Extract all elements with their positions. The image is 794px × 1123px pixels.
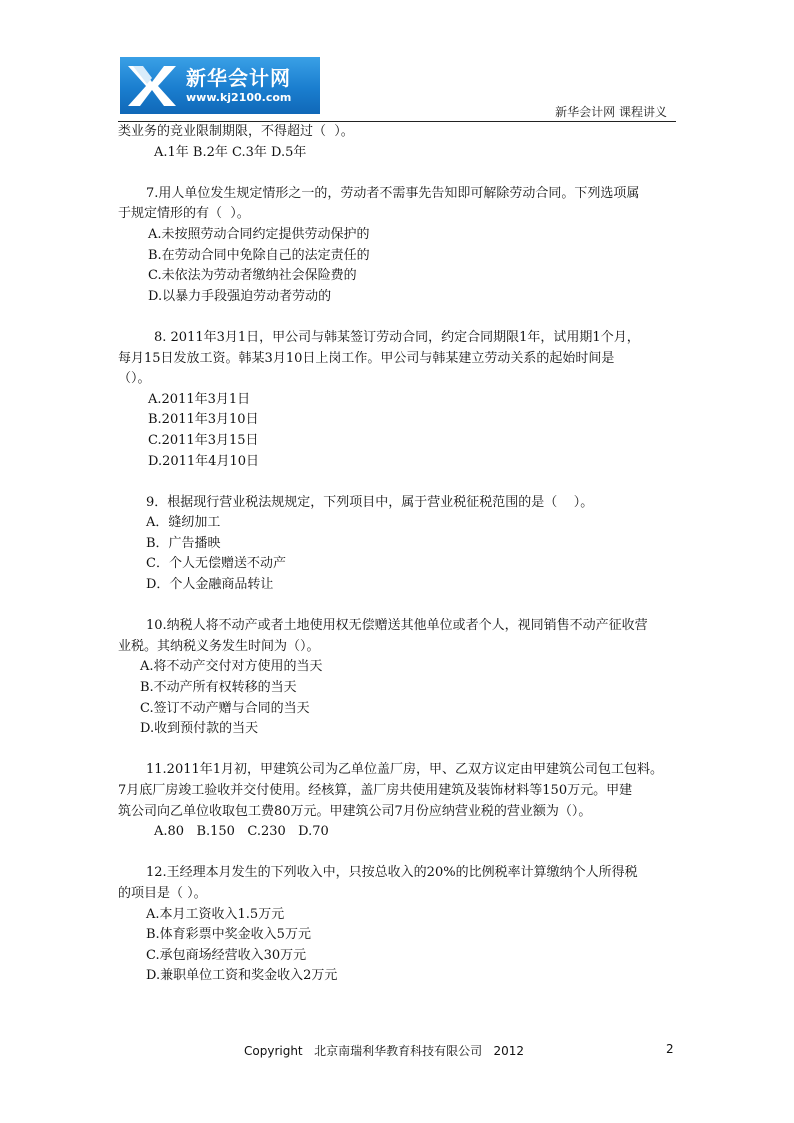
text-line: D.以暴力手段强迫劳动者劳动的 (148, 288, 332, 304)
text-line: 11.2011年1月初，甲建筑公司为乙单位盖厂房，甲、乙双方议定由甲建筑公司包工包料。 (146, 762, 664, 778)
text-line: 筑公司向乙单位收取包工费80万元。甲建筑公司7月份应纳营业税的营业额为（）。 (118, 803, 592, 819)
text-line: 每月15日发放工资。韩某3月10日上岗工作。甲公司与韩某建立劳动关系的起始时间是 (118, 350, 615, 366)
paragraph-gap (118, 472, 678, 493)
text-line: B．广告播映 (146, 535, 221, 551)
paragraph-gap (118, 163, 678, 184)
text-line: B.在劳动合同中免除自己的法定责任的 (148, 247, 370, 263)
text-line: A.2011年3月1日 (148, 391, 251, 407)
text-line: 9．根据现行营业税法规规定，下列项目中，属于营业税征税范围的是（ ）。 (146, 494, 594, 510)
text-line: A.1年 B.2年 C.3年 D.5年 (154, 144, 307, 160)
paragraph-gap (118, 596, 678, 617)
text-line: C.承包商场经营收入30万元 (146, 947, 307, 963)
paragraph-gap (118, 740, 678, 761)
logo-url: www.kj2100.com (186, 90, 292, 104)
text-line: D．个人金融商品转让 (146, 577, 274, 593)
text-line: 7.用人单位发生规定情形之一的，劳动者不需事先告知即可解除劳动合同。下列选项属 (146, 185, 640, 201)
paragraph-gap (118, 843, 678, 864)
site-logo (120, 57, 320, 114)
text-line: A.未按照劳动合同约定提供劳动保护的 (148, 226, 370, 242)
page-number: 2 (666, 1042, 674, 1056)
text-line: B.不动产所有权转移的当天 (140, 680, 297, 696)
text-line: （）。 (118, 371, 151, 387)
text-line: D.收到预付款的当天 (140, 721, 259, 737)
text-line: 的项目是（ ）。 (118, 885, 207, 901)
text-line: 8. 2011年3月1日，甲公司与韩某签订劳动合同，约定合同期限1年，试用期1个月， (154, 329, 640, 345)
text-line: 10.纳税人将不动产或者土地使用权无偿赠送其他单位或者个人，视同销售不动产征收营 (146, 618, 648, 634)
paragraph-gap (118, 307, 678, 328)
text-line: 业税。其纳税义务发生时间为（）。 (118, 638, 320, 654)
logo-x-icon (120, 57, 184, 114)
text-line: C．个人无偿赠送不动产 (146, 556, 286, 572)
text-line: C.2011年3月15日 (148, 432, 259, 448)
footer-copyright: Copyright 北京南瑞利华教育科技有限公司 2012 (244, 1044, 525, 1058)
text-line: B.体育彩票中奖金收入5万元 (146, 927, 311, 943)
header-title: 新华会计网 课程讲义 (555, 105, 667, 119)
text-line: A.80 B.150 C.230 D.70 (154, 824, 329, 840)
text-line: 类业务的竞业限制期限，不得超过（ ）。 (118, 124, 354, 139)
text-line: A.将不动产交付对方使用的当天 (140, 659, 323, 675)
text-line: A.本月工资收入1.5万元 (146, 906, 285, 922)
text-line: D.兼职单位工资和奖金收入2万元 (146, 968, 338, 984)
text-line: 12.王经理本月发生的下列收入中，只按总收入的20%的比例税率计算缴纳个人所得税 (146, 865, 638, 881)
logo-name: 新华会计网 (186, 65, 291, 90)
text-line: A．缝纫加工 (146, 515, 221, 531)
text-line: C.未依法为劳动者缴纳社会保险费的 (148, 268, 357, 284)
text-line: 于规定情形的有（ ）。 (118, 206, 250, 222)
document-body (118, 122, 678, 987)
text-line: D.2011年4月10日 (148, 453, 259, 469)
text-line: 7月底厂房竣工验收并交付使用。经核算，盖厂房共使用建筑及装饰材料等150万元。甲建 (118, 783, 633, 798)
text-line: B.2011年3月10日 (148, 412, 259, 428)
text-line: C.签订不动产赠与合同的当天 (140, 700, 310, 716)
